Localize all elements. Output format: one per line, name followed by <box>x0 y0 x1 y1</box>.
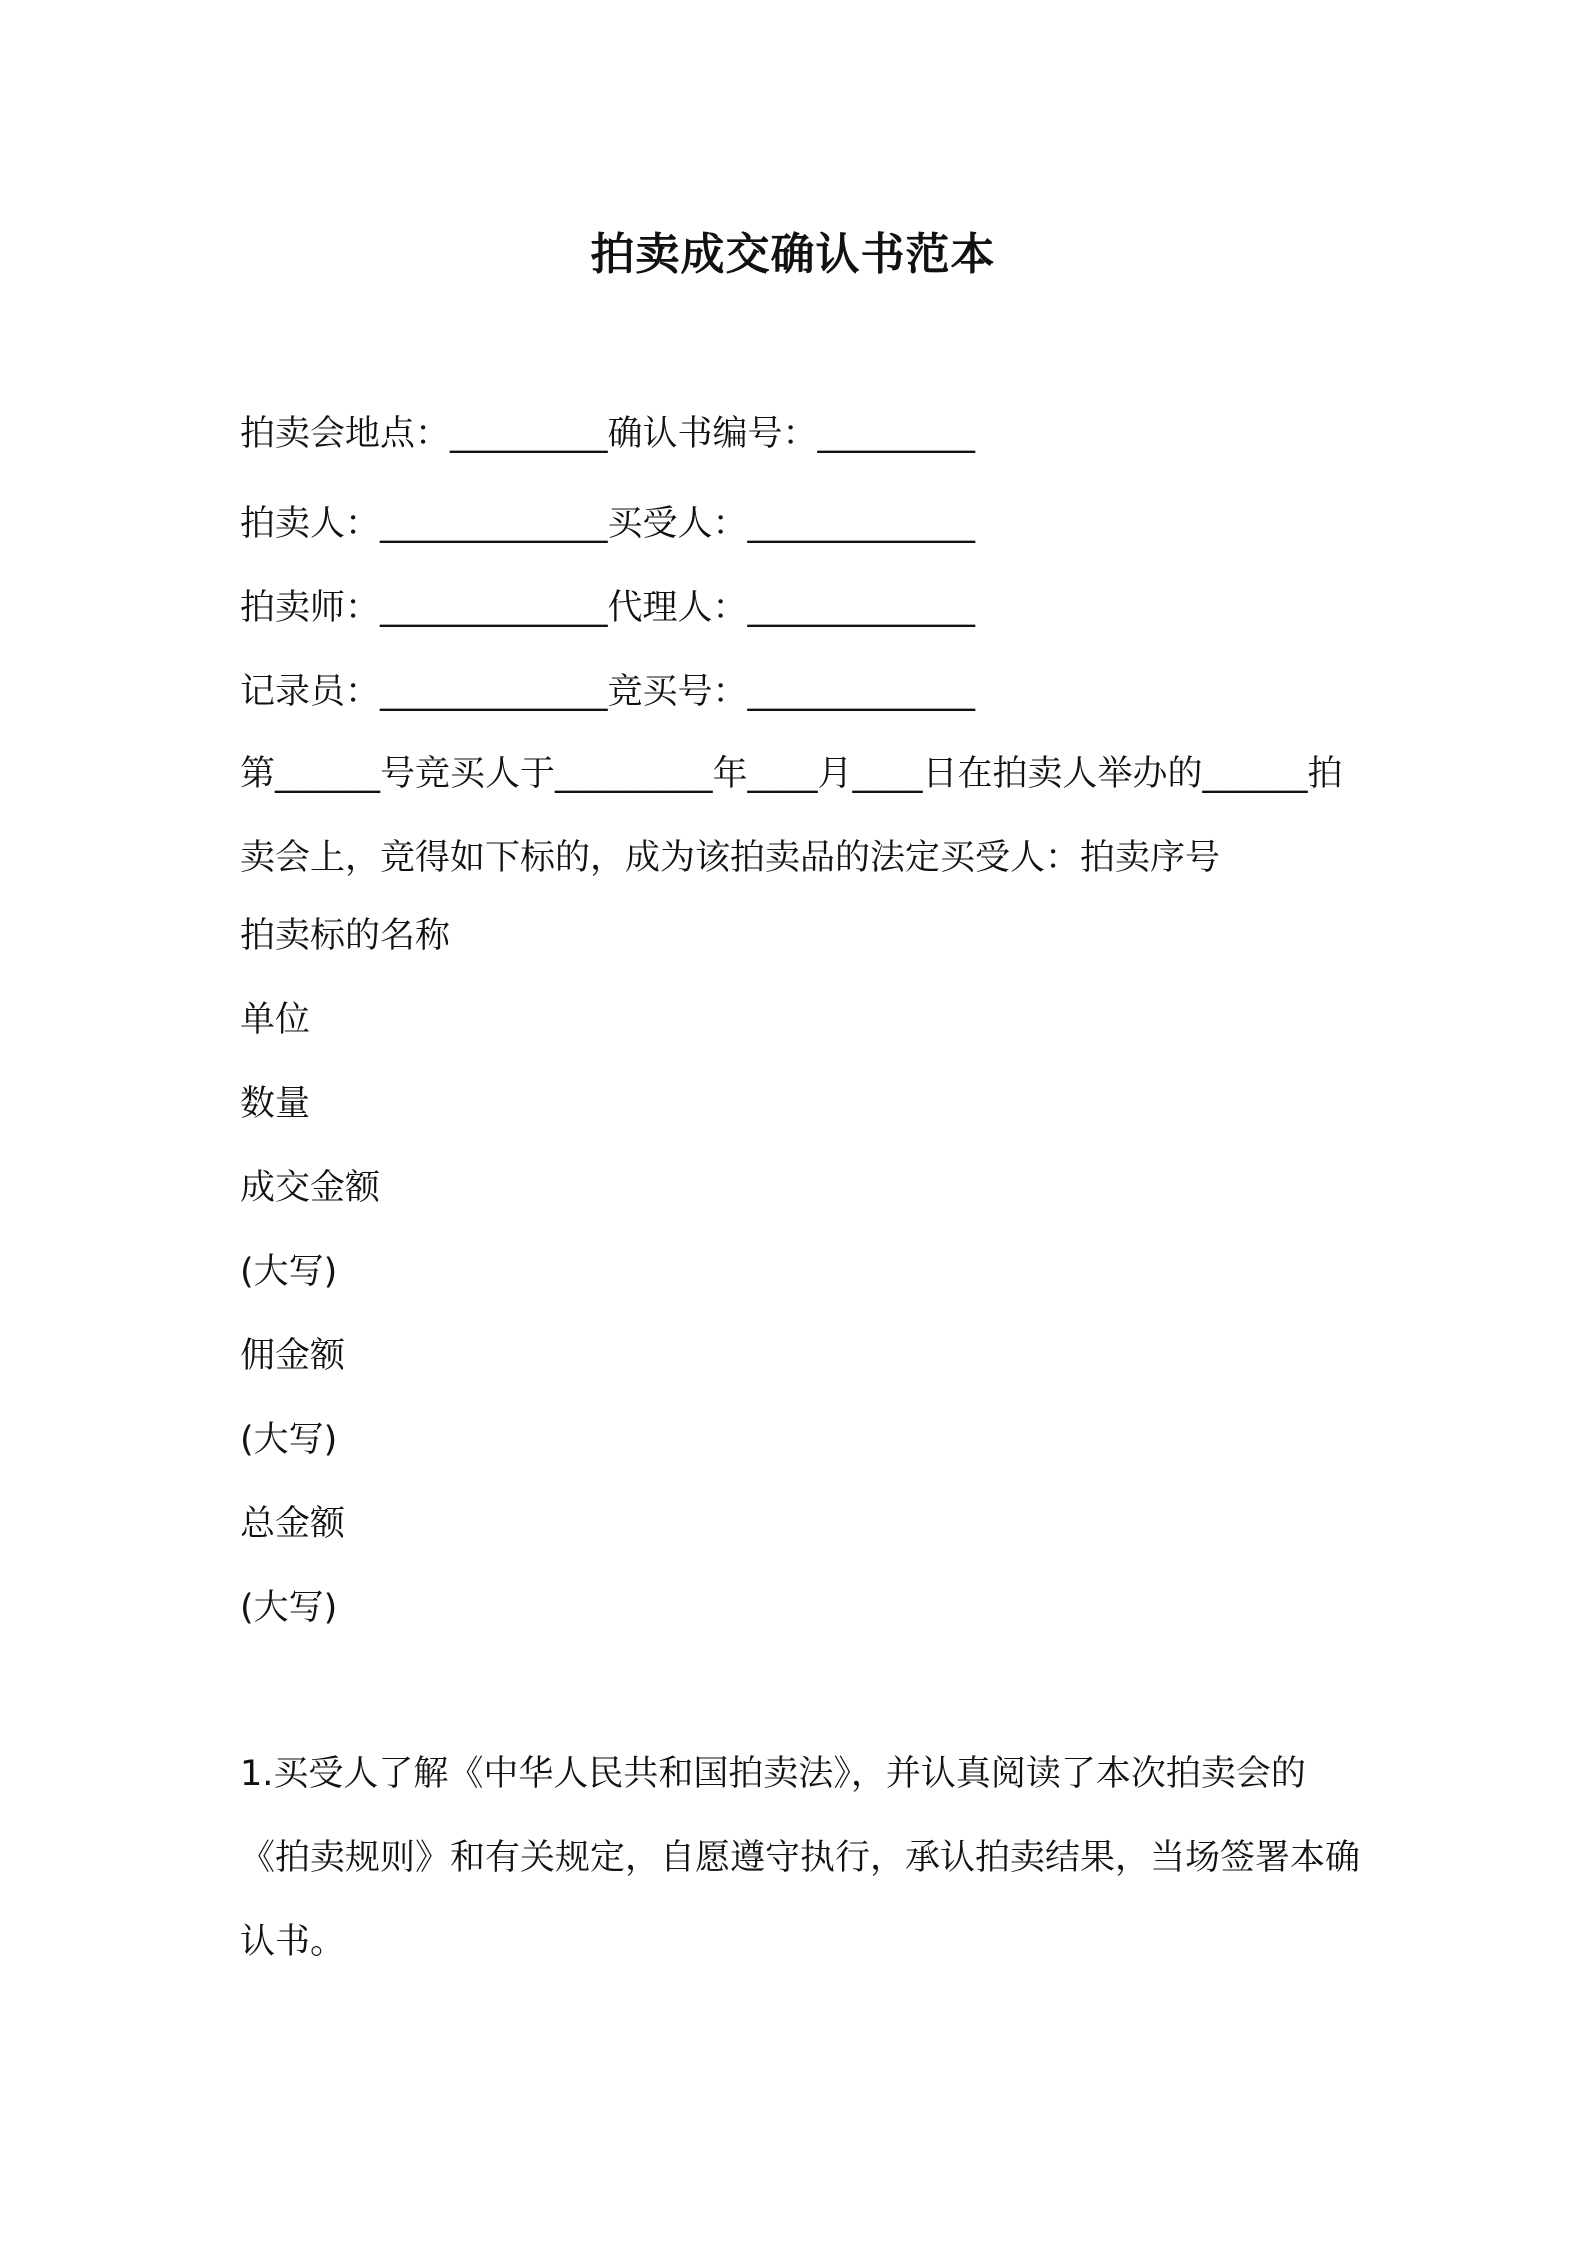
list-item: (大写) <box>240 1252 338 1292</box>
list-item: 拍卖标的名称 <box>240 916 451 956</box>
list-item: 总金额 <box>240 1504 346 1544</box>
header-line-auctioneer-buyer: 拍卖人：_____________买受人：_____________ <box>240 504 976 544</box>
document-title: 拍卖成交确认书范本 <box>590 229 996 280</box>
header-line-recorder-bid-number: 记录员：_____________竞买号：_____________ <box>240 672 976 712</box>
list-item: 成交金额 <box>240 1168 381 1208</box>
list-item: 数量 <box>240 1084 311 1124</box>
list-item: (大写) <box>240 1420 338 1460</box>
list-item: 单位 <box>240 1000 311 1040</box>
header-line-auction-master-agent: 拍卖师：_____________代理人：_____________ <box>240 588 976 628</box>
list-item: 佣金额 <box>240 1336 346 1376</box>
clause-1-paragraph: 1.买受人了解《中华人民共和国拍卖法》，并认真阅读了本次拍卖会的《拍卖规则》和有关规定，自愿遵守执行，承认拍卖结果，当场签署本确认书。 <box>240 1754 1361 1962</box>
header-line-venue-number: 拍卖会地点：_________确认书编号：_________ <box>240 414 976 454</box>
list-item: (大写) <box>240 1588 338 1628</box>
intro-paragraph: 第______号竞买人于_________年____月____日在拍卖人举办的______拍卖会上，竞得如下标的，成为该拍卖品的法定买受人：拍卖序号 <box>240 754 1343 878</box>
